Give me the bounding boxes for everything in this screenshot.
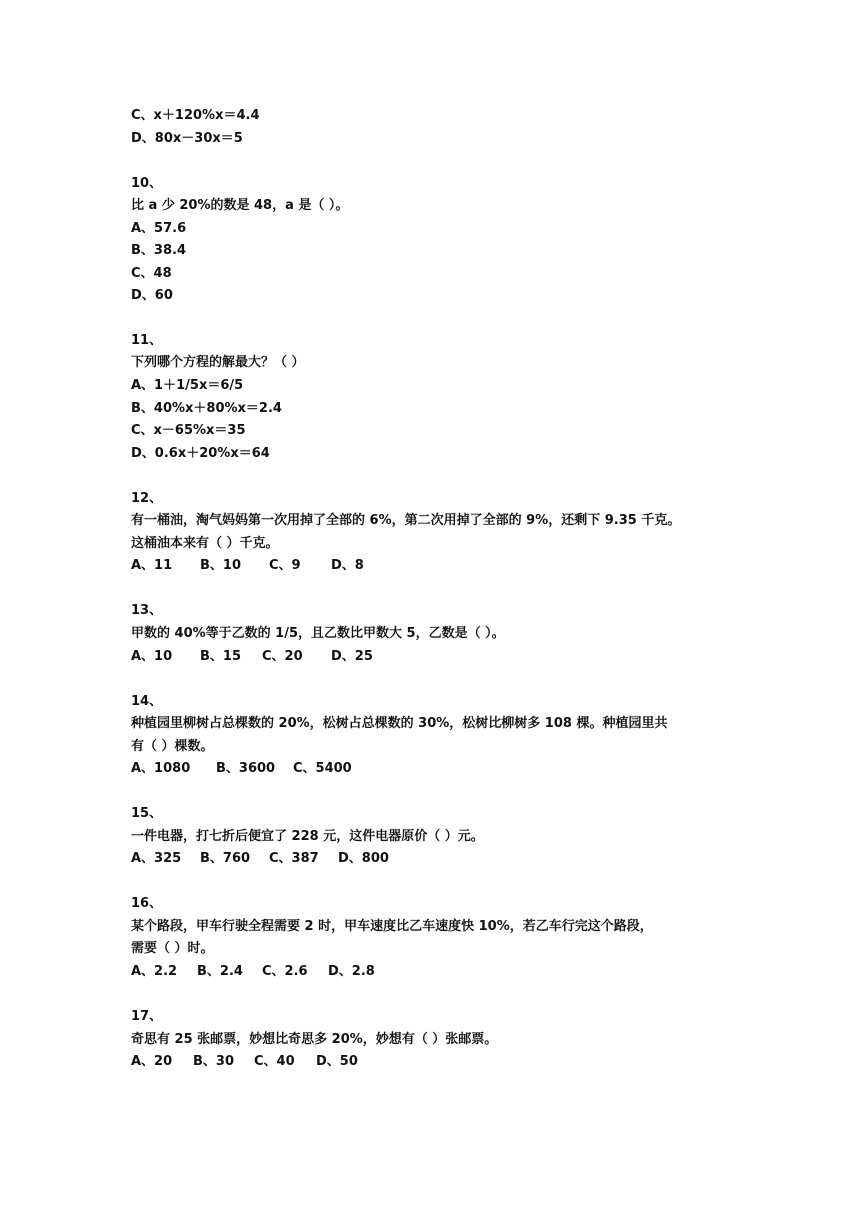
option-c: C、48 [131,266,172,281]
option-b: B、40%x＋80%x＝2.4 [131,401,282,416]
option-b: B、38.4 [131,243,186,258]
question-number: 12、 [131,491,163,506]
question-stem: 一件电器，打七折后便宜了 228 元，这件电器原价（ ）元。 [131,829,484,844]
option-b: B、2.4 [197,964,243,979]
question-stem: 比 a 少 20%的数是 48，a 是（ ）。 [131,198,349,213]
question-number: 14、 [131,694,163,709]
options-row [131,558,364,574]
option-d: D、80x－30x＝5 [131,131,243,146]
option-b: B、30 [193,1054,234,1069]
option-d: D、50 [316,1054,358,1069]
question-stem-continued: 这桶油本来有（ ）千克。 [131,536,279,551]
option-c: C、5400 [293,761,352,776]
option-a: A、11 [131,558,173,573]
question-stem: 下列哪个方程的解最大？（ ） [131,355,305,370]
question-number: 17、 [131,1009,163,1024]
option-b: B、760 [200,851,251,866]
option-a: A、57.6 [131,221,187,236]
options-row [131,649,373,665]
question-number: 11、 [131,333,163,348]
option-d: D、800 [338,851,389,866]
question-number: 15、 [131,806,163,821]
option-a: A、2.2 [131,964,178,979]
option-c: C、387 [269,851,319,866]
option-a: A、1080 [131,761,191,776]
option-c: C、40 [254,1054,295,1069]
question-stem-continued: 需要（ ）时。 [131,941,214,956]
option-d: D、0.6x＋20%x＝64 [131,446,270,461]
question-stem: 甲数的 40%等于乙数的 1/5，且乙数比甲数大 5，乙数是（ ）。 [131,626,505,641]
question-number: 10、 [131,176,163,191]
question-stem: 奇思有 25 张邮票，妙想比奇思多 20%，妙想有（ ）张邮票。 [131,1032,498,1047]
option-b: B、15 [200,649,241,664]
question-number: 13、 [131,603,163,618]
options-row [131,851,389,867]
question-stem: 某个路段，甲车行驶全程需要 2 时，甲车速度比乙车速度快 10%，若乙车行完这个路段， [131,919,653,934]
option-d: D、25 [331,649,373,664]
option-a: A、10 [131,649,173,664]
option-c: C、2.6 [262,964,308,979]
option-b: B、10 [200,558,241,573]
option-d: D、60 [131,288,173,303]
option-a: A、20 [131,1054,173,1069]
question-stem-continued: 有（ ）棵数。 [131,739,214,754]
option-c: C、20 [262,649,303,664]
options-row [131,761,352,777]
option-a: A、1＋1/5x＝6/5 [131,378,244,393]
option-d: D、2.8 [328,964,375,979]
question-stem: 有一桶油，淘气妈妈第一次用掉了全部的 6%，第二次用掉了全部的 9%，还剩下 9.35 千克。 [131,513,681,528]
option-b: B、3600 [216,761,276,776]
option-c: C、x－65%x＝35 [131,423,246,438]
option-c: C、x＋120%x＝4.4 [131,108,260,123]
question-number: 16、 [131,896,163,911]
option-d: D、8 [331,558,364,573]
option-c: C、9 [269,558,301,573]
options-row [131,964,375,980]
option-a: A、325 [131,851,182,866]
question-stem: 种植园里柳树占总棵数的 20%，松树占总棵数的 30%，松树比柳树多 108 棵。种植园里共 [131,716,668,731]
options-row [131,1054,358,1070]
